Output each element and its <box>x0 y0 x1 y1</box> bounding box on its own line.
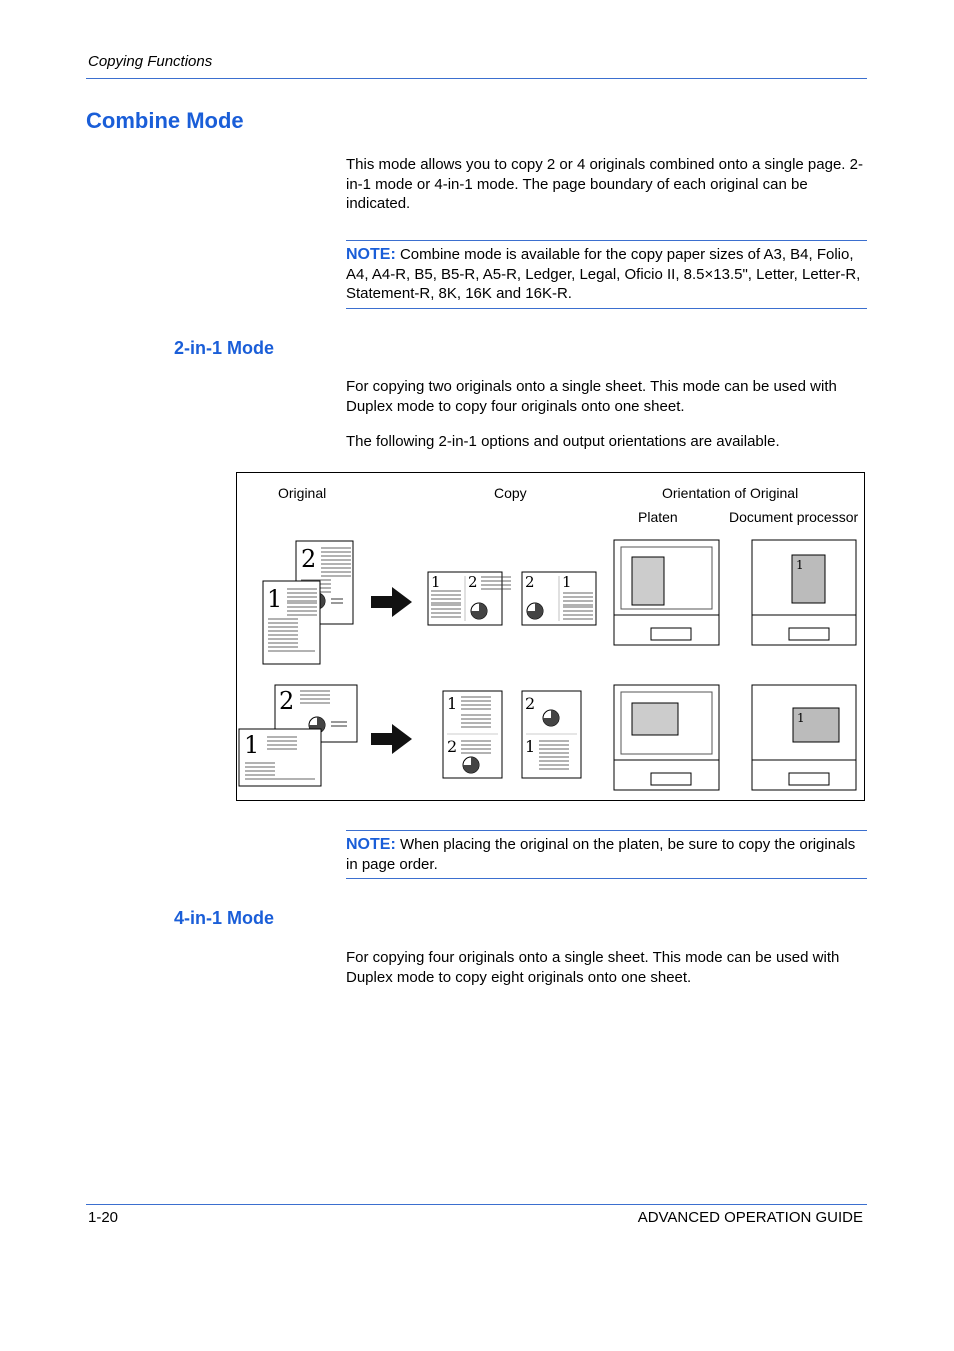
platen-machine-icon <box>614 540 719 645</box>
arrow-icon <box>371 724 412 754</box>
copy-1-2-portrait <box>443 691 502 778</box>
svg-text:2: 2 <box>447 737 458 756</box>
figure-col-copy: Copy <box>494 485 527 501</box>
figure-col-doc-processor: Document processor <box>729 509 859 525</box>
note-text: Combine mode is available for the copy paper sizes of A3, B4, Folio, A4, A4-R, B5, B5-R, A5-R, Ledger, Legal, Oficio II, 8.5×13.5", Letter, Letter-R, Statement-R, 8K, 16K and 16K-R. <box>346 246 861 302</box>
page-number-label: 1 <box>267 585 283 613</box>
svg-text:1: 1 <box>431 573 441 591</box>
figure-illustrations <box>237 473 863 799</box>
note-bottom-rule <box>346 308 867 309</box>
platen-machine-icon <box>614 685 719 790</box>
combine-figure <box>236 472 865 801</box>
note-text: When placing the original on the platen, be sure to copy the originals in page order. <box>346 836 856 873</box>
document-processor-icon <box>752 685 856 790</box>
copy-2-1-landscape <box>522 572 596 625</box>
svg-text:2: 2 <box>279 687 295 715</box>
page-title: Combine Mode <box>86 108 244 133</box>
paragraph-2in1-usage: For copying two originals onto a single sheet. This mode can be used with Duplex mode to copy four originals onto one sheet. <box>346 378 837 415</box>
svg-text:1: 1 <box>447 694 458 713</box>
paragraph-4in1-usage: For copying four originals onto a single sheet. This mode can be used with Duplex mode to copy eight originals onto one sheet. <box>346 949 840 986</box>
note-top-rule <box>346 830 867 831</box>
heading-2in1: 2-in-1 Mode <box>174 338 275 358</box>
page-number: 1-20 <box>88 1209 119 1226</box>
original-portrait-stack <box>263 541 353 664</box>
paragraph-2in1-options: The following 2-in-1 options and output orientations are available. <box>346 433 780 450</box>
running-header: Copying Functions <box>88 53 213 70</box>
intro-paragraph: This mode allows you to copy 2 or 4 originals combined onto a single page. 2-in-1 mode or 4-in-1 mode. The page boundary of each original can be indicated. <box>346 156 863 212</box>
heading-4in1: 4-in-1 Mode <box>174 908 275 928</box>
note-page-order <box>346 835 867 874</box>
figure-col-orientation: Orientation of Original <box>662 485 799 501</box>
svg-text:1: 1 <box>562 573 572 591</box>
note-bottom-rule <box>346 878 867 879</box>
copy-1-2-landscape <box>428 572 511 625</box>
note-combine-sizes <box>346 245 867 304</box>
note-label: NOTE: <box>346 246 396 263</box>
svg-text:1: 1 <box>525 737 536 756</box>
note-label: NOTE: <box>346 836 396 853</box>
svg-text:1: 1 <box>244 731 260 759</box>
arrow-icon <box>371 587 412 617</box>
footer-rule <box>86 1204 867 1205</box>
svg-text:2: 2 <box>525 573 535 591</box>
figure-col-platen: Platen <box>638 509 678 525</box>
page-number-label: 2 <box>301 545 317 573</box>
guide-title: ADVANCED OPERATION GUIDE <box>637 1209 863 1226</box>
header-rule <box>86 78 867 79</box>
svg-text:2: 2 <box>468 573 478 591</box>
svg-text:1: 1 <box>797 711 805 725</box>
figure-col-original: Original <box>278 485 327 501</box>
copy-2-1-portrait <box>522 691 581 778</box>
svg-text:1: 1 <box>796 558 804 572</box>
note-top-rule <box>346 240 867 241</box>
svg-text:2: 2 <box>525 694 536 713</box>
document-processor-icon <box>752 540 856 645</box>
original-landscape-stack <box>239 685 357 786</box>
